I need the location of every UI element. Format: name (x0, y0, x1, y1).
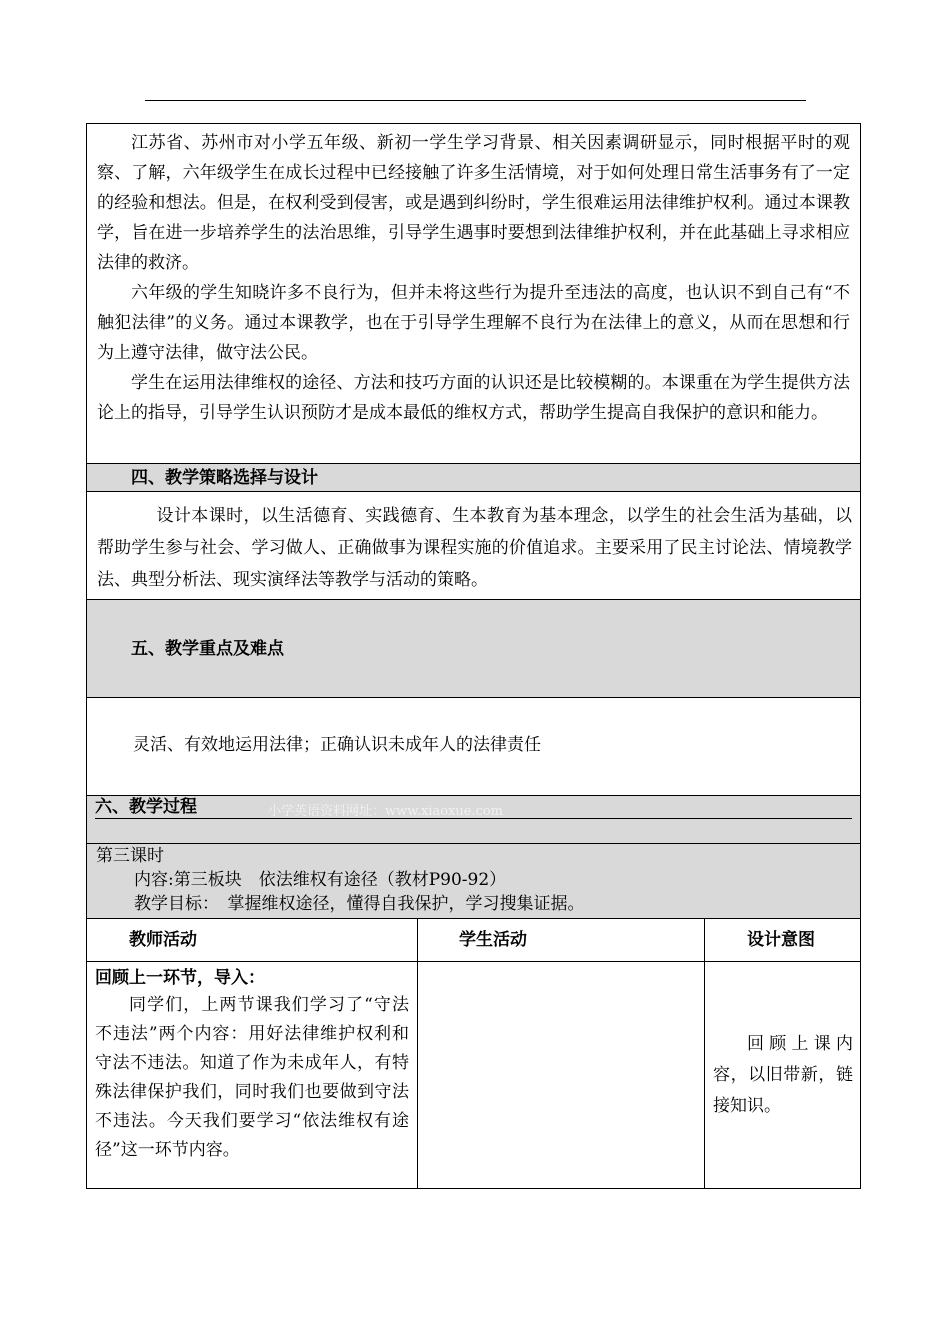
section4-text: 设计本课时，以生活德育、实践德育、生本教育为基本理念，以学生的社会生活为基础，以帮助学生参与社会、学习做人、正确做事为课程实施的价值追求。主要采用了民主讨论法、情境教学法、典型分析法、现实演绎法等教学与活动的策略。 (97, 506, 852, 590)
design-intent-cell (713, 1029, 853, 1122)
analysis-paragraph-1: 江苏省、苏州市对小学五年级、新初一学生学习背景、相关因素调研显示，同时根据平时的观察、了解，六年级学生在成长过程中已经接触了许多生活情境，对于如何处理日常生活事务有了一定的经验和想法。但是，在权利受到侵害，或是遇到纠纷时，学生很难运用法律维护权利。通过本课教学，旨在进一步培养学生的法治思维，引导学生遇事时要想到法律维护权利，并在此基础上寻求相应法律的救济。 (97, 133, 850, 273)
header-design-intent: 设计意图 (747, 930, 815, 950)
table-header-rule (87, 961, 860, 962)
header-student-activity: 学生活动 (459, 930, 527, 950)
watermark-text: 小学英语资料网址：www.xiaoxue.com (268, 804, 504, 819)
section6-heading: 六、教学过程 (95, 797, 197, 817)
teacher-activity-text: 同学们，上两节课我们学习了“守法不违法”两个内容：用好法律维护权利和守法不违法。知道了作为未成年人，有特殊法律保护我们，同时我们也要做到守法不违法。今天我们要学习“依法维权有途径”这一环节内容。 (95, 995, 409, 1160)
analysis-paragraph-2: 六年级的学生知晓许多不良行为，但并未将这些行为提升至违法的高度，也认识不到自己有“不触犯法律”的义务。通过本课教学，也在于引导学生理解不良行为在法律上的意义，从而在思想和行为上遵守法律，做守法公民。 (97, 283, 850, 363)
section4-heading: 四、教学策略选择与设计 (131, 468, 318, 488)
table-divider-2 (704, 919, 705, 1188)
section4-heading-row (86, 463, 861, 491)
section5-heading: 五、教学重点及难点 (131, 639, 284, 659)
header-rule (145, 100, 806, 101)
header-teacher-activity: 教师活动 (129, 930, 197, 950)
lesson-title: 第三课时 (96, 846, 164, 866)
lesson-content: 内容:第三板块 依法维权有途径（教材P90-92） (134, 870, 507, 890)
activity-table (86, 918, 861, 1189)
section5-text: 灵活、有效地运用法律；正确认识未成年人的法律责任 (133, 735, 541, 755)
analysis-paragraph-3: 学生在运用法律维权的途径、方法和技巧方面的认识还是比较模糊的。本课重在为学生提供方法论上的指导，引导学生认识预防才是成本最低的维权方式，帮助学生提高自我保护的意识和能力。 (97, 373, 850, 423)
lesson-info (86, 843, 861, 919)
teacher-activity-cell (95, 965, 409, 1165)
teacher-activity-title: 回顾上一环节，导入： (95, 968, 265, 988)
lesson-goal: 教学目标： 掌握维权途径，懂得自我保护，学习搜集证据。 (134, 894, 585, 914)
section4-body (86, 491, 861, 599)
section5-heading-row (86, 599, 861, 697)
design-intent-text: 回顾上课内容，以旧带新，链接知识。 (713, 1034, 853, 1116)
section5-body (86, 697, 861, 795)
table-divider-1 (417, 919, 418, 1188)
student-analysis-section (86, 123, 861, 464)
